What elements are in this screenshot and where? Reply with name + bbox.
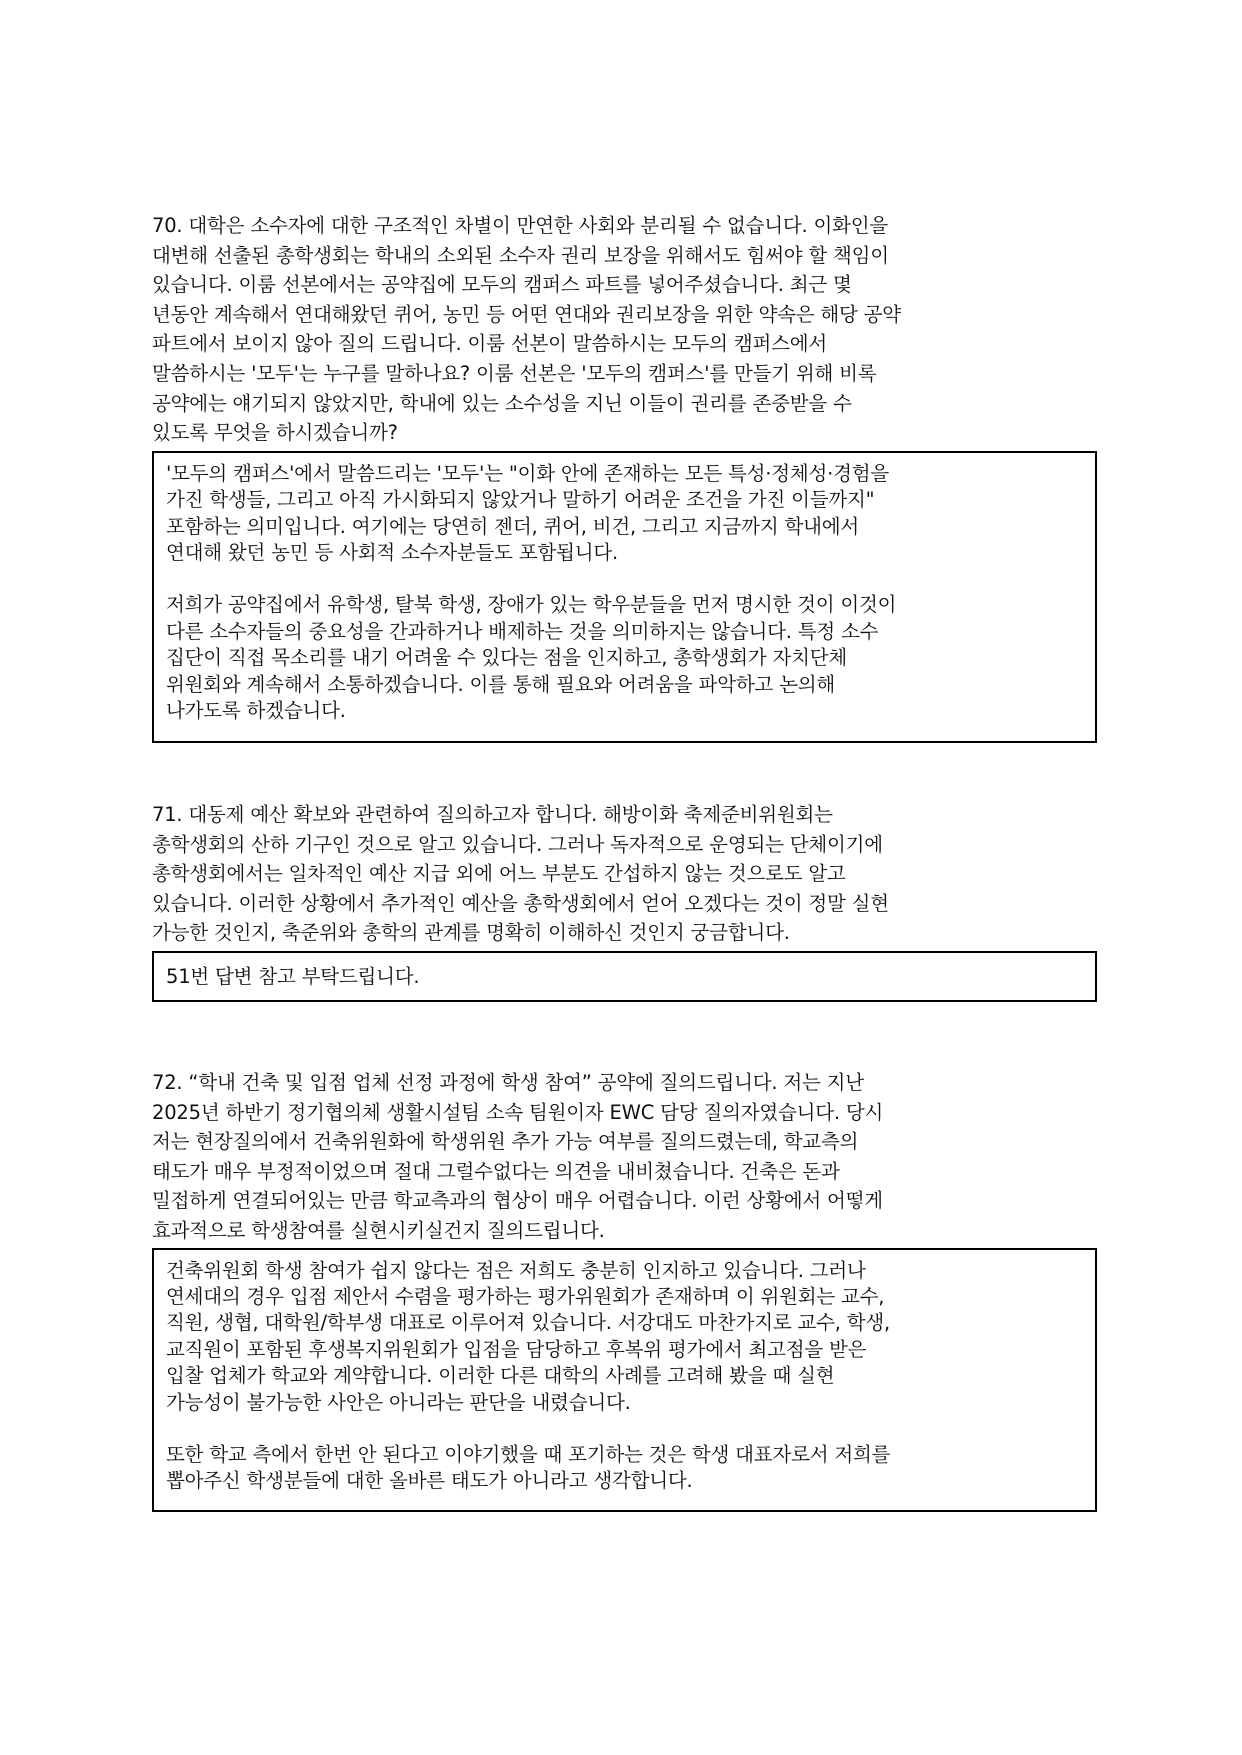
answer-box [152,951,1097,1002]
answer-line: 연대해 왔던 농민 등 사회적 소수자분들도 포함됩니다. [166,540,619,564]
question-text [152,800,1097,948]
question-line: 태도가 매우 부정적이었으며 절대 그럴수없다는 의견을 내비쳤습니다. 건축은 돈과 [152,1159,840,1183]
question-line: 파트에서 보이지 않아 질의 드립니다. 이룸 선본이 말씀하시는 모두의 캠퍼스에서 [152,332,828,356]
answer-line: 집단이 직접 목소리를 내기 어려울 수 있다는 점을 인지하고, 총학생회가 자치단체 [166,646,848,670]
answer-line: 건축위원회 학생 참여가 쉽지 않다는 점은 저희도 충분히 인지하고 있습니다. 그러나 [166,1258,866,1282]
question-line: 72. “학내 건축 및 입점 업체 선정 과정에 학생 참여” 공약에 질의드립니다. 저는 지난 [152,1071,864,1094]
question-line: 밀접하게 연결되어있는 만큼 학교측과의 협상이 매우 어렵습니다. 이런 상황에서 어떻게 [152,1189,883,1213]
qa-item-70 [152,211,1097,743]
question-line: 70. 대학은 소수자에 대한 구조적인 차별이 만연한 사회와 분리될 수 없습니다. 이화인을 [152,214,889,237]
question-line: 있습니다. 이룸 선본에서는 공약집에 모두의 캠퍼스 파트를 넣어주셨습니다. 최근 몇 [152,273,852,297]
question-line: 말씀하시는 '모두'는 누구를 말하나요? 이룸 선본은 '모두의 캠퍼스'를 만들기 위해 비록 [152,361,877,385]
answer-box [152,1248,1097,1512]
answer-box [152,451,1097,743]
question-line: 효과적으로 학생참여를 실현시키실건지 질의드립니다. [152,1218,605,1242]
question-line: 총학생회에서는 일차적인 예산 지급 외에 어느 부분도 간섭하지 않는 것으로도 알고 [152,862,846,886]
answer-line: 뽑아주신 학생분들에 대한 올바른 태도가 아니라고 생각합니다. [166,1469,693,1493]
answer-paragraph [166,1258,1085,1416]
answer-line: 가능성이 불가능한 사안은 아니라는 판단을 내렸습니다. [166,1390,631,1414]
question-text [152,211,1097,448]
answer-line: 교직원이 포함된 후생복지위원회가 입점을 담당하고 후복위 평가에서 최고점을 받은 [166,1337,867,1361]
answer-paragraph [166,1442,1085,1495]
question-line: 총학생회의 산하 기구인 것으로 알고 있습니다. 그러나 독자적으로 운영되는 단체이기에 [152,832,883,856]
qa-item-72 [152,1068,1097,1512]
question-line: 저는 현장질의에서 건축위원화에 학생위원 추가 가능 여부를 질의드렸는데, 학교측의 [152,1130,859,1154]
answer-line: 직원, 생협, 대학원/학부생 대표로 이루어져 있습니다. 서강대도 마찬가지로 교수, 학생, [166,1311,891,1335]
answer-line: 다른 소수자들의 중요성을 간과하거나 배제하는 것을 의미하지는 않습니다. 특정 소수 [166,619,879,643]
question-line: 년동안 계속해서 연대해왔던 퀴어, 농민 등 어떤 연대와 권리보장을 위한 약속은 해당 공약 [152,302,901,326]
answer-line: '모두의 캠퍼스'에서 말씀드리는 '모두'는 "이화 안에 존재하는 모든 특성·정체성·경험을 [166,461,890,485]
answer-paragraph [166,964,1085,990]
answer-line: 입찰 업체가 학교와 계약합니다. 이러한 다른 대학의 사례를 고려해 봤을 때 실현 [166,1364,835,1388]
question-line: 71. 대동제 예산 확보와 관련하여 질의하고자 합니다. 해방이화 축제준비위원회는 [152,803,833,826]
answer-paragraph [166,592,1085,724]
question-line: 있도록 무엇을 하시겠습니까? [152,421,398,445]
answer-paragraph [166,461,1085,567]
question-line: 있습니다. 이러한 상황에서 추가적인 예산을 총학생회에서 얻어 오겠다는 것이 정말 실현 [152,891,889,915]
question-line: 공약에는 얘기되지 않았지만, 학내에 있는 소수성을 지닌 이들이 권리를 존중받을 수 [152,391,852,415]
question-line: 가능한 것인지, 축준위와 총학의 관계를 명확히 이해하신 것인지 궁금합니다. [152,921,790,945]
question-line: 대변해 선출된 총학생회는 학내의 소외된 소수자 권리 보장을 위해서도 힘써야 할 책임이 [152,243,889,267]
answer-line: 포함하는 의미입니다. 여기에는 당연히 젠더, 퀴어, 비건, 그리고 지금까지 학내에서 [166,514,860,538]
answer-line: 저희가 공약집에서 유학생, 탈북 학생, 장애가 있는 학우분들을 먼저 명시한 것이 이것이 [166,593,897,617]
answer-line: 또한 학교 측에서 한번 안 된다고 이야기했을 때 포기하는 것은 학생 대표자로서 저희를 [166,1443,891,1466]
answer-line: 위원회와 계속해서 소통하겠습니다. 이를 통해 필요와 어려움을 파악하고 논의해 [166,672,836,696]
question-line: 2025년 하반기 정기협의체 생활시설팀 소속 팀원이자 EWC 담당 질의자였습니다. 당시 [152,1100,884,1124]
answer-line: 51번 답변 참고 부탁드립니다. [166,964,420,988]
answer-line: 나가도록 하겠습니다. [166,699,346,722]
answer-line: 연세대의 경우 입점 제안서 수렴을 평가하는 평가위원회가 존재하며 이 위원회는 교수, [166,1284,885,1308]
answer-line: 가진 학생들, 그리고 아직 가시화되지 않았거나 말하기 어려운 조건을 가진 이들까지" [166,488,875,512]
question-text [152,1068,1097,1246]
qa-item-71 [152,800,1097,1002]
